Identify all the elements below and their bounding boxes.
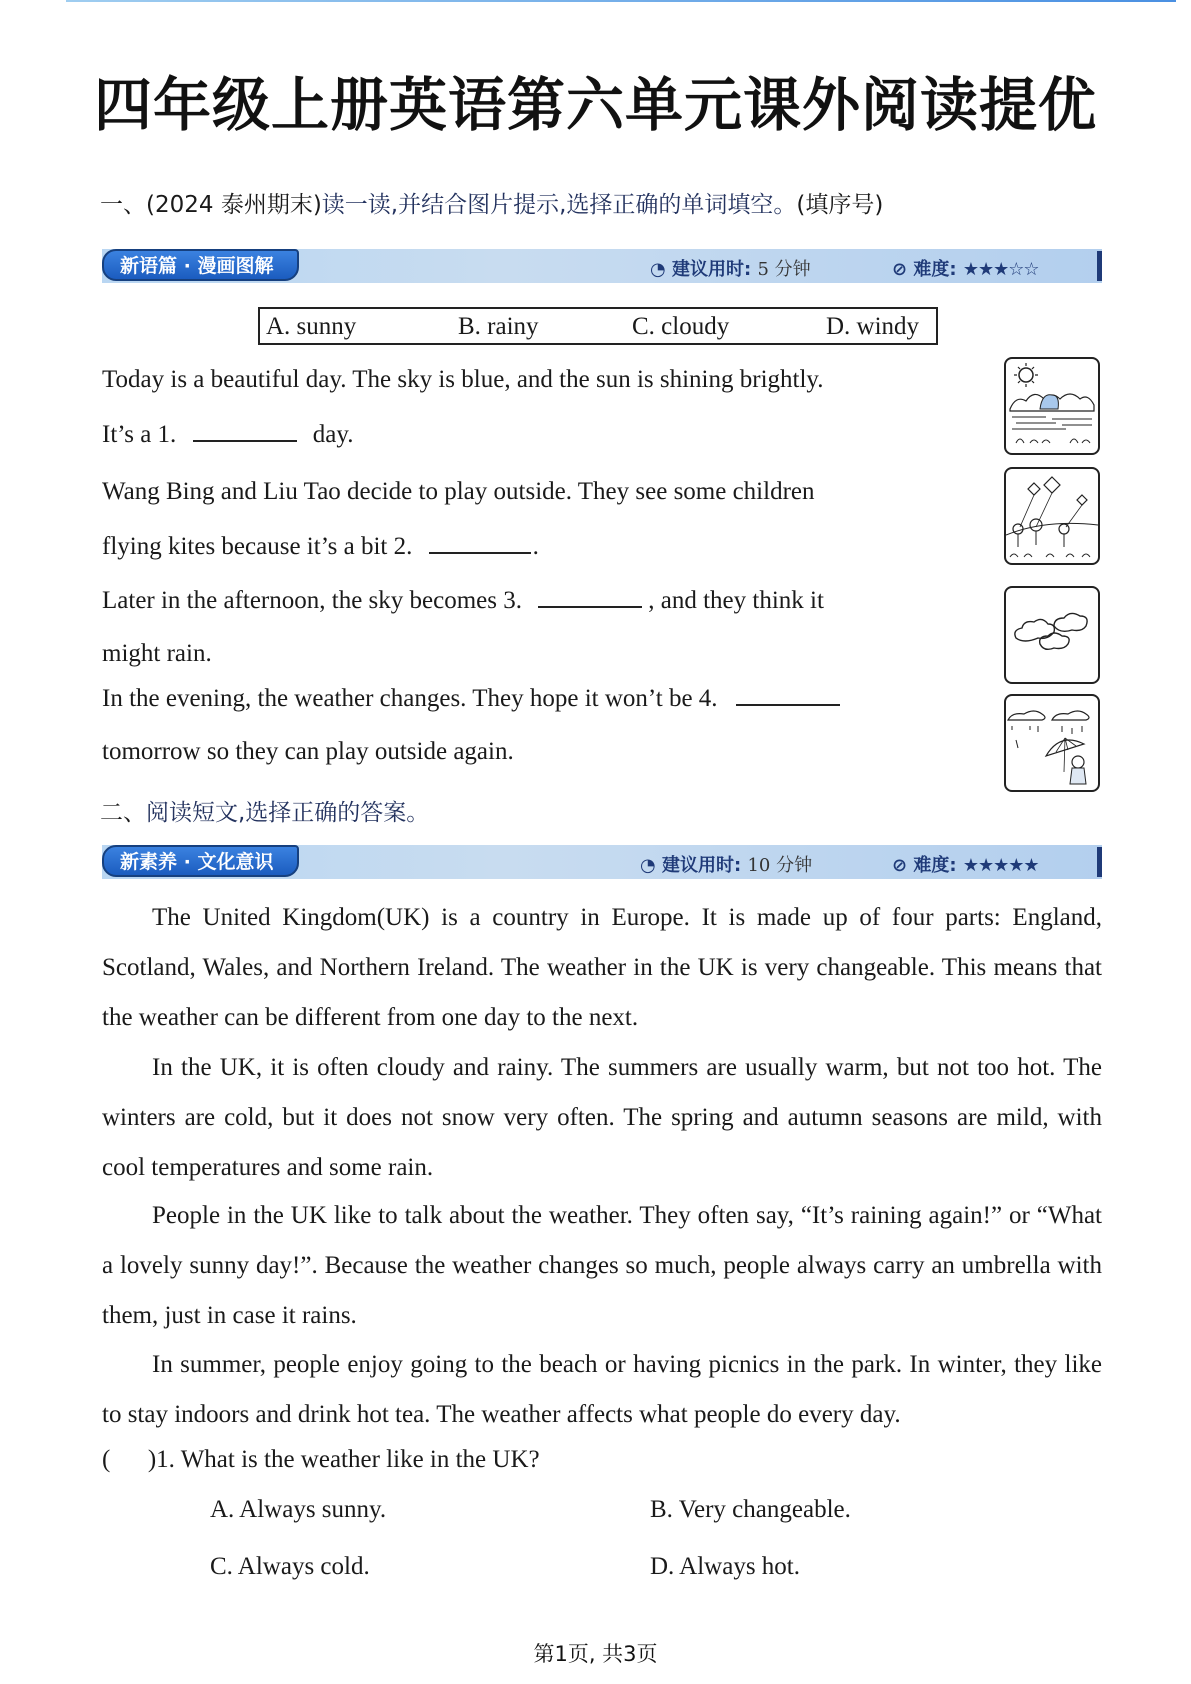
paragraph-text: The United Kingdom(UK) is a country in Europe. It is made up of four parts: England, Scotland, Wales, and Northern Ireland. The weather in the UK is very changeable. This means that the weather can be different from one day to the next. bbox=[102, 904, 1102, 1031]
page-number: 第1页, 共3页 bbox=[533, 1642, 658, 1666]
section2-heading-prefix: 二、 bbox=[100, 800, 146, 826]
passage-paragraph-1 bbox=[102, 893, 1102, 1043]
text-line bbox=[102, 420, 354, 449]
section1-heading-prefix: 一、(2024 泰州期末) bbox=[100, 192, 322, 218]
page-title: 四年级上册英语第六单元课外阅读提优 bbox=[93, 71, 1097, 139]
section2-info-bar bbox=[102, 845, 1102, 879]
passage-paragraph-2 bbox=[102, 1043, 1102, 1193]
time-label: 建议用时: bbox=[672, 259, 752, 280]
text-line: might rain. bbox=[102, 640, 212, 667]
word-option-d: D. windy bbox=[826, 313, 920, 340]
text-line bbox=[102, 586, 824, 615]
option-b[interactable]: B. Very changeable. bbox=[650, 1496, 851, 1523]
text-fragment: , and they think it bbox=[648, 587, 824, 614]
paragraph-text: In the UK, it is often cloudy and rainy. The summers are usually warm, but not too hot. The winters are cold, but it does not snow very often. The spring and autumn seasons are mild, with cool temperatures and some rain. bbox=[102, 1054, 1102, 1181]
time-value: 5 分钟 bbox=[757, 259, 811, 280]
difficulty-stars: ★★★☆☆ bbox=[962, 259, 1039, 280]
section1-heading-main: 读一读,并结合图片提示,选择正确的单词填空。 bbox=[321, 192, 797, 218]
option-d[interactable]: D. Always hot. bbox=[650, 1553, 800, 1580]
word-option-c: C. cloudy bbox=[632, 313, 730, 340]
section2-difficulty bbox=[892, 851, 1039, 877]
time-value: 10 分钟 bbox=[747, 855, 813, 876]
blank-label-1: It’s a 1. bbox=[102, 421, 177, 448]
section1-difficulty bbox=[892, 255, 1039, 281]
passage-paragraph-3 bbox=[102, 1191, 1102, 1341]
word-option-b: B. rainy bbox=[458, 313, 539, 340]
blank-3[interactable] bbox=[538, 586, 642, 608]
sunny-scene-image bbox=[1004, 357, 1100, 455]
section1-suggested-time bbox=[650, 255, 811, 281]
clock-icon: ◔ bbox=[650, 259, 666, 280]
clouds-image bbox=[1004, 586, 1100, 684]
paragraph-text: In summer, people enjoy going to the beach or having picnics in the park. In winter, they like to stay indoors and drink hot tea. The weather affects what people do every day. bbox=[102, 1351, 1102, 1428]
section2-tag: 新素养 · 文化意识 bbox=[102, 845, 299, 877]
blank-1[interactable] bbox=[193, 420, 297, 442]
section1-heading-suffix: (填序号) bbox=[796, 192, 884, 218]
top-divider bbox=[66, 0, 1176, 2]
question-1 bbox=[102, 1446, 540, 1474]
answer-bracket[interactable]: ( ) bbox=[102, 1446, 157, 1473]
section2-suggested-time bbox=[640, 851, 812, 877]
kite-flying-image bbox=[1004, 467, 1100, 565]
difficulty-label: 难度: bbox=[913, 855, 957, 876]
section2-heading-main: 阅读短文,选择正确的答案。 bbox=[146, 800, 430, 826]
section2-heading bbox=[100, 794, 429, 827]
bar-end-mark bbox=[1097, 847, 1102, 877]
difficulty-label: 难度: bbox=[913, 259, 957, 280]
text-line bbox=[102, 684, 840, 713]
blank-2[interactable] bbox=[429, 532, 531, 554]
section1-info-bar bbox=[102, 249, 1102, 283]
rain-umbrella-image bbox=[1004, 694, 1100, 792]
word-bank bbox=[258, 307, 938, 345]
blank-label-3: Later in the afternoon, the sky becomes 3. bbox=[102, 587, 522, 614]
section1-heading bbox=[100, 186, 883, 219]
blank-4[interactable] bbox=[736, 684, 840, 706]
section1-tag: 新语篇 · 漫画图解 bbox=[102, 249, 299, 281]
text-line bbox=[102, 532, 539, 561]
text-fragment: . bbox=[532, 533, 539, 560]
word-option-a: A. sunny bbox=[266, 313, 357, 340]
text-fragment: day. bbox=[312, 421, 354, 448]
option-c[interactable]: C. Always cold. bbox=[210, 1553, 370, 1580]
bar-end-mark bbox=[1097, 251, 1102, 281]
time-label: 建议用时: bbox=[662, 855, 742, 876]
difficulty-stars: ★★★★★ bbox=[962, 855, 1039, 876]
question-text: 1. What is the weather like in the UK? bbox=[156, 1446, 540, 1473]
text-line: Wang Bing and Liu Tao decide to play outside. They see some children bbox=[102, 478, 815, 505]
paragraph-text: People in the UK like to talk about the weather. They often say, “It’s raining again!” or “What a lovely sunny day!”. Because the weather changes so much, people always carry an umbrella with them, just in case it rains. bbox=[102, 1202, 1102, 1329]
option-a[interactable]: A. Always sunny. bbox=[210, 1496, 387, 1523]
blank-label-4: In the evening, the weather changes. They hope it won’t be 4. bbox=[102, 685, 718, 712]
passage-paragraph-4 bbox=[102, 1340, 1102, 1440]
text-line: Today is a beautiful day. The sky is blue, and the sun is shining brightly. bbox=[102, 366, 824, 393]
text-line: tomorrow so they can play outside again. bbox=[102, 738, 514, 765]
clock-icon: ◔ bbox=[640, 855, 656, 876]
check-circle-icon: ⊘ bbox=[892, 259, 908, 280]
blank-label-2: flying kites because it’s a bit 2. bbox=[102, 533, 413, 560]
check-circle-icon: ⊘ bbox=[892, 855, 908, 876]
